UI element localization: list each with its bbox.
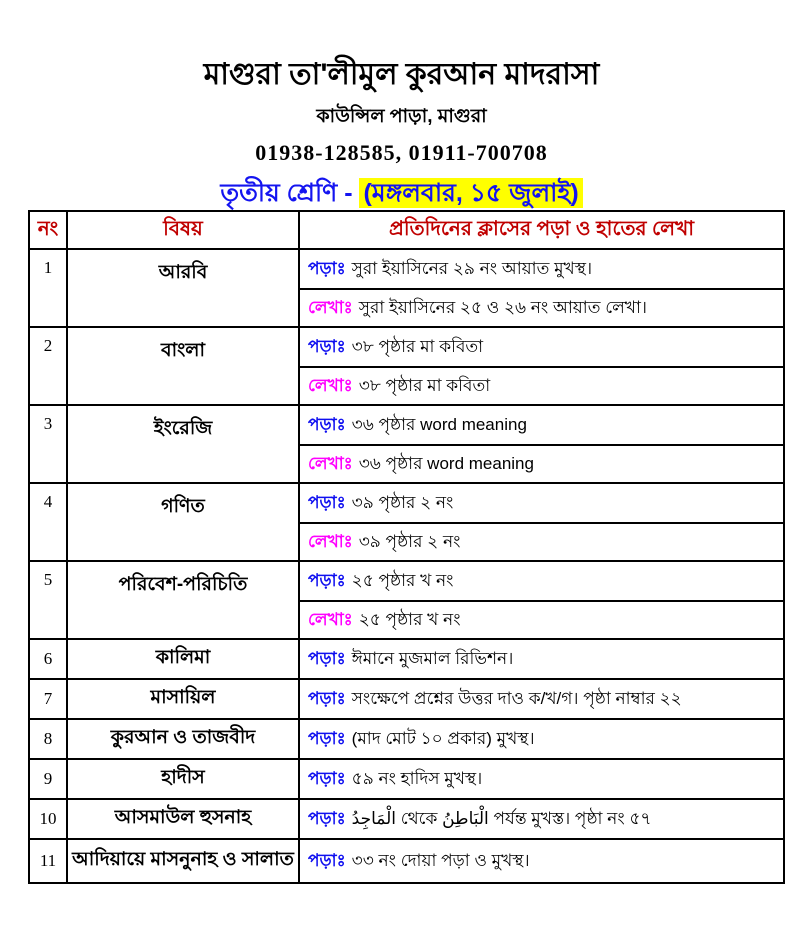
task-label-lekha: লেখাঃ <box>308 531 353 551</box>
row-number: 6 <box>29 639 67 679</box>
task-line-pora <box>300 562 783 600</box>
row-number: 11 <box>29 839 67 883</box>
row-number: 5 <box>29 561 67 639</box>
row-number: 1 <box>29 249 67 327</box>
task-label-lekha: লেখাঃ <box>308 375 353 395</box>
task-label-lekha: লেখাঃ <box>308 453 353 473</box>
task-text: ৩৯ পৃষ্ঠার ২ নং <box>351 492 454 512</box>
lesson-schedule-table <box>28 210 785 884</box>
subject-cell: বাংলা <box>67 327 299 405</box>
tasks-cell <box>299 483 784 561</box>
row-number: 10 <box>29 799 67 839</box>
task-line-pora <box>300 640 783 678</box>
task-line-pora <box>300 484 783 522</box>
task-label-pora: পড়াঃ <box>308 414 346 434</box>
tasks-cell <box>299 639 784 679</box>
document-header <box>0 58 803 216</box>
subject-cell: কুরআন ও তাজবীদ <box>67 719 299 759</box>
subject-cell: ইংরেজি <box>67 405 299 483</box>
task-line-lekha <box>300 366 783 404</box>
row-number: 3 <box>29 405 67 483</box>
table-row <box>29 799 784 839</box>
task-text: ৩৩ নং দোয়া পড়া ও মুখস্থ। <box>351 850 530 870</box>
tasks-cell <box>299 759 784 799</box>
task-text: ঈমানে মুজমাল রিভিশন। <box>351 648 514 668</box>
task-text: ২৫ পৃষ্ঠার খ নং <box>358 609 461 629</box>
class-date-separator: - <box>337 178 360 207</box>
task-label-pora: পড়াঃ <box>308 648 346 668</box>
row-number: 9 <box>29 759 67 799</box>
table-header-row <box>29 211 784 249</box>
column-header-subject: বিষয় <box>67 211 299 249</box>
table-row <box>29 639 784 679</box>
task-label-pora: পড়াঃ <box>308 850 346 870</box>
task-line-pora <box>300 720 783 758</box>
task-text: ৫৯ নং হাদিস মুখস্থ। <box>351 768 483 788</box>
task-label-lekha: লেখাঃ <box>308 609 353 629</box>
subject-cell: আদিয়ায়ে মাসনুনাহ ও সালাত <box>67 839 299 883</box>
task-label-pora: পড়াঃ <box>308 728 346 748</box>
row-number: 2 <box>29 327 67 405</box>
subject-cell: আরবি <box>67 249 299 327</box>
table-row <box>29 327 784 405</box>
task-label-pora: পড়াঃ <box>308 492 346 512</box>
subject-cell: কালিমা <box>67 639 299 679</box>
table-row <box>29 719 784 759</box>
tasks-cell <box>299 799 784 839</box>
subject-cell: পরিবেশ-পরিচিতি <box>67 561 299 639</box>
task-text: ৩৬ পৃষ্ঠার word meaning <box>358 453 534 473</box>
task-line-pora <box>300 760 783 798</box>
table-row <box>29 483 784 561</box>
tasks-cell <box>299 839 784 883</box>
task-label-pora: পড়াঃ <box>308 808 346 828</box>
task-text: ৩৮ পৃষ্ঠার মা কবিতা <box>351 336 484 356</box>
table-row <box>29 839 784 883</box>
row-number: 4 <box>29 483 67 561</box>
table-row <box>29 249 784 327</box>
tasks-cell <box>299 405 784 483</box>
task-line-pora <box>300 842 783 880</box>
tasks-cell <box>299 249 784 327</box>
task-label-pora: পড়াঃ <box>308 570 346 590</box>
column-header-tasks: প্রতিদিনের ক্লাসের পড়া ও হাতের লেখা <box>299 211 784 249</box>
table-row <box>29 405 784 483</box>
task-line-lekha <box>300 600 783 638</box>
row-number: 8 <box>29 719 67 759</box>
task-text: ২৫ পৃষ্ঠার খ নং <box>351 570 454 590</box>
task-line-pora <box>300 406 783 444</box>
subject-cell: মাসায়িল <box>67 679 299 719</box>
task-line-lekha <box>300 444 783 482</box>
class-name: তৃতীয় শ্রেণি <box>220 178 338 207</box>
subject-cell: গণিত <box>67 483 299 561</box>
task-text: (মাদ মোট ১০ প্রকার) মুখস্থ। <box>351 728 535 748</box>
task-line-lekha <box>300 522 783 560</box>
table-row <box>29 759 784 799</box>
date-highlight: (মঙ্গলবার, ১৫ জুলাই) <box>359 178 582 208</box>
tasks-cell <box>299 679 784 719</box>
school-name: মাগুরা তা'লীমুল কুরআন মাদরাসা <box>203 58 600 91</box>
task-line-lekha <box>300 288 783 326</box>
task-label-pora: পড়াঃ <box>308 258 346 278</box>
task-label-pora: পড়াঃ <box>308 336 346 356</box>
task-line-pora <box>300 800 783 838</box>
tasks-cell <box>299 327 784 405</box>
task-line-pora <box>300 328 783 366</box>
task-text: ৩৯ পৃষ্ঠার ২ নং <box>358 531 461 551</box>
task-text: الْمَاجِدُ থেকে الْبَاطِنُ পর্যন্ত মুখস্ত। পৃষ্ঠা নং ৫৭ <box>351 808 652 828</box>
task-text: সুরা ইয়াসিনের ২৯ নং আয়াত মুখস্থ। <box>351 258 593 278</box>
schedule-table-body <box>29 249 784 883</box>
task-line-pora <box>300 680 783 718</box>
subject-cell: আসমাউল হুসনাহ <box>67 799 299 839</box>
table-row <box>29 679 784 719</box>
row-number: 7 <box>29 679 67 719</box>
task-label-lekha: লেখাঃ <box>308 297 353 317</box>
tasks-cell <box>299 719 784 759</box>
task-label-pora: পড়াঃ <box>308 768 346 788</box>
school-address: কাউন্সিল পাড়া, মাগুরা <box>316 105 487 127</box>
task-text: ৩৬ পৃষ্ঠার word meaning <box>351 414 527 434</box>
tasks-cell <box>299 561 784 639</box>
task-line-pora <box>300 250 783 288</box>
task-text: সংক্ষেপে প্রশ্নের উত্তর দাও ক/খ/গ। পৃষ্ঠা নাম্বার ২২ <box>351 688 682 708</box>
subject-cell: হাদীস <box>67 759 299 799</box>
task-text: ৩৮ পৃষ্ঠার মা কবিতা <box>358 375 491 395</box>
phone-numbers: 01938-128585, 01911-700708 <box>255 139 548 165</box>
task-text: সুরা ইয়াসিনের ২৫ ও ২৬ নং আয়াত লেখা। <box>358 297 647 317</box>
table-row <box>29 561 784 639</box>
column-header-no: নং <box>29 211 67 249</box>
task-label-pora: পড়াঃ <box>308 688 346 708</box>
